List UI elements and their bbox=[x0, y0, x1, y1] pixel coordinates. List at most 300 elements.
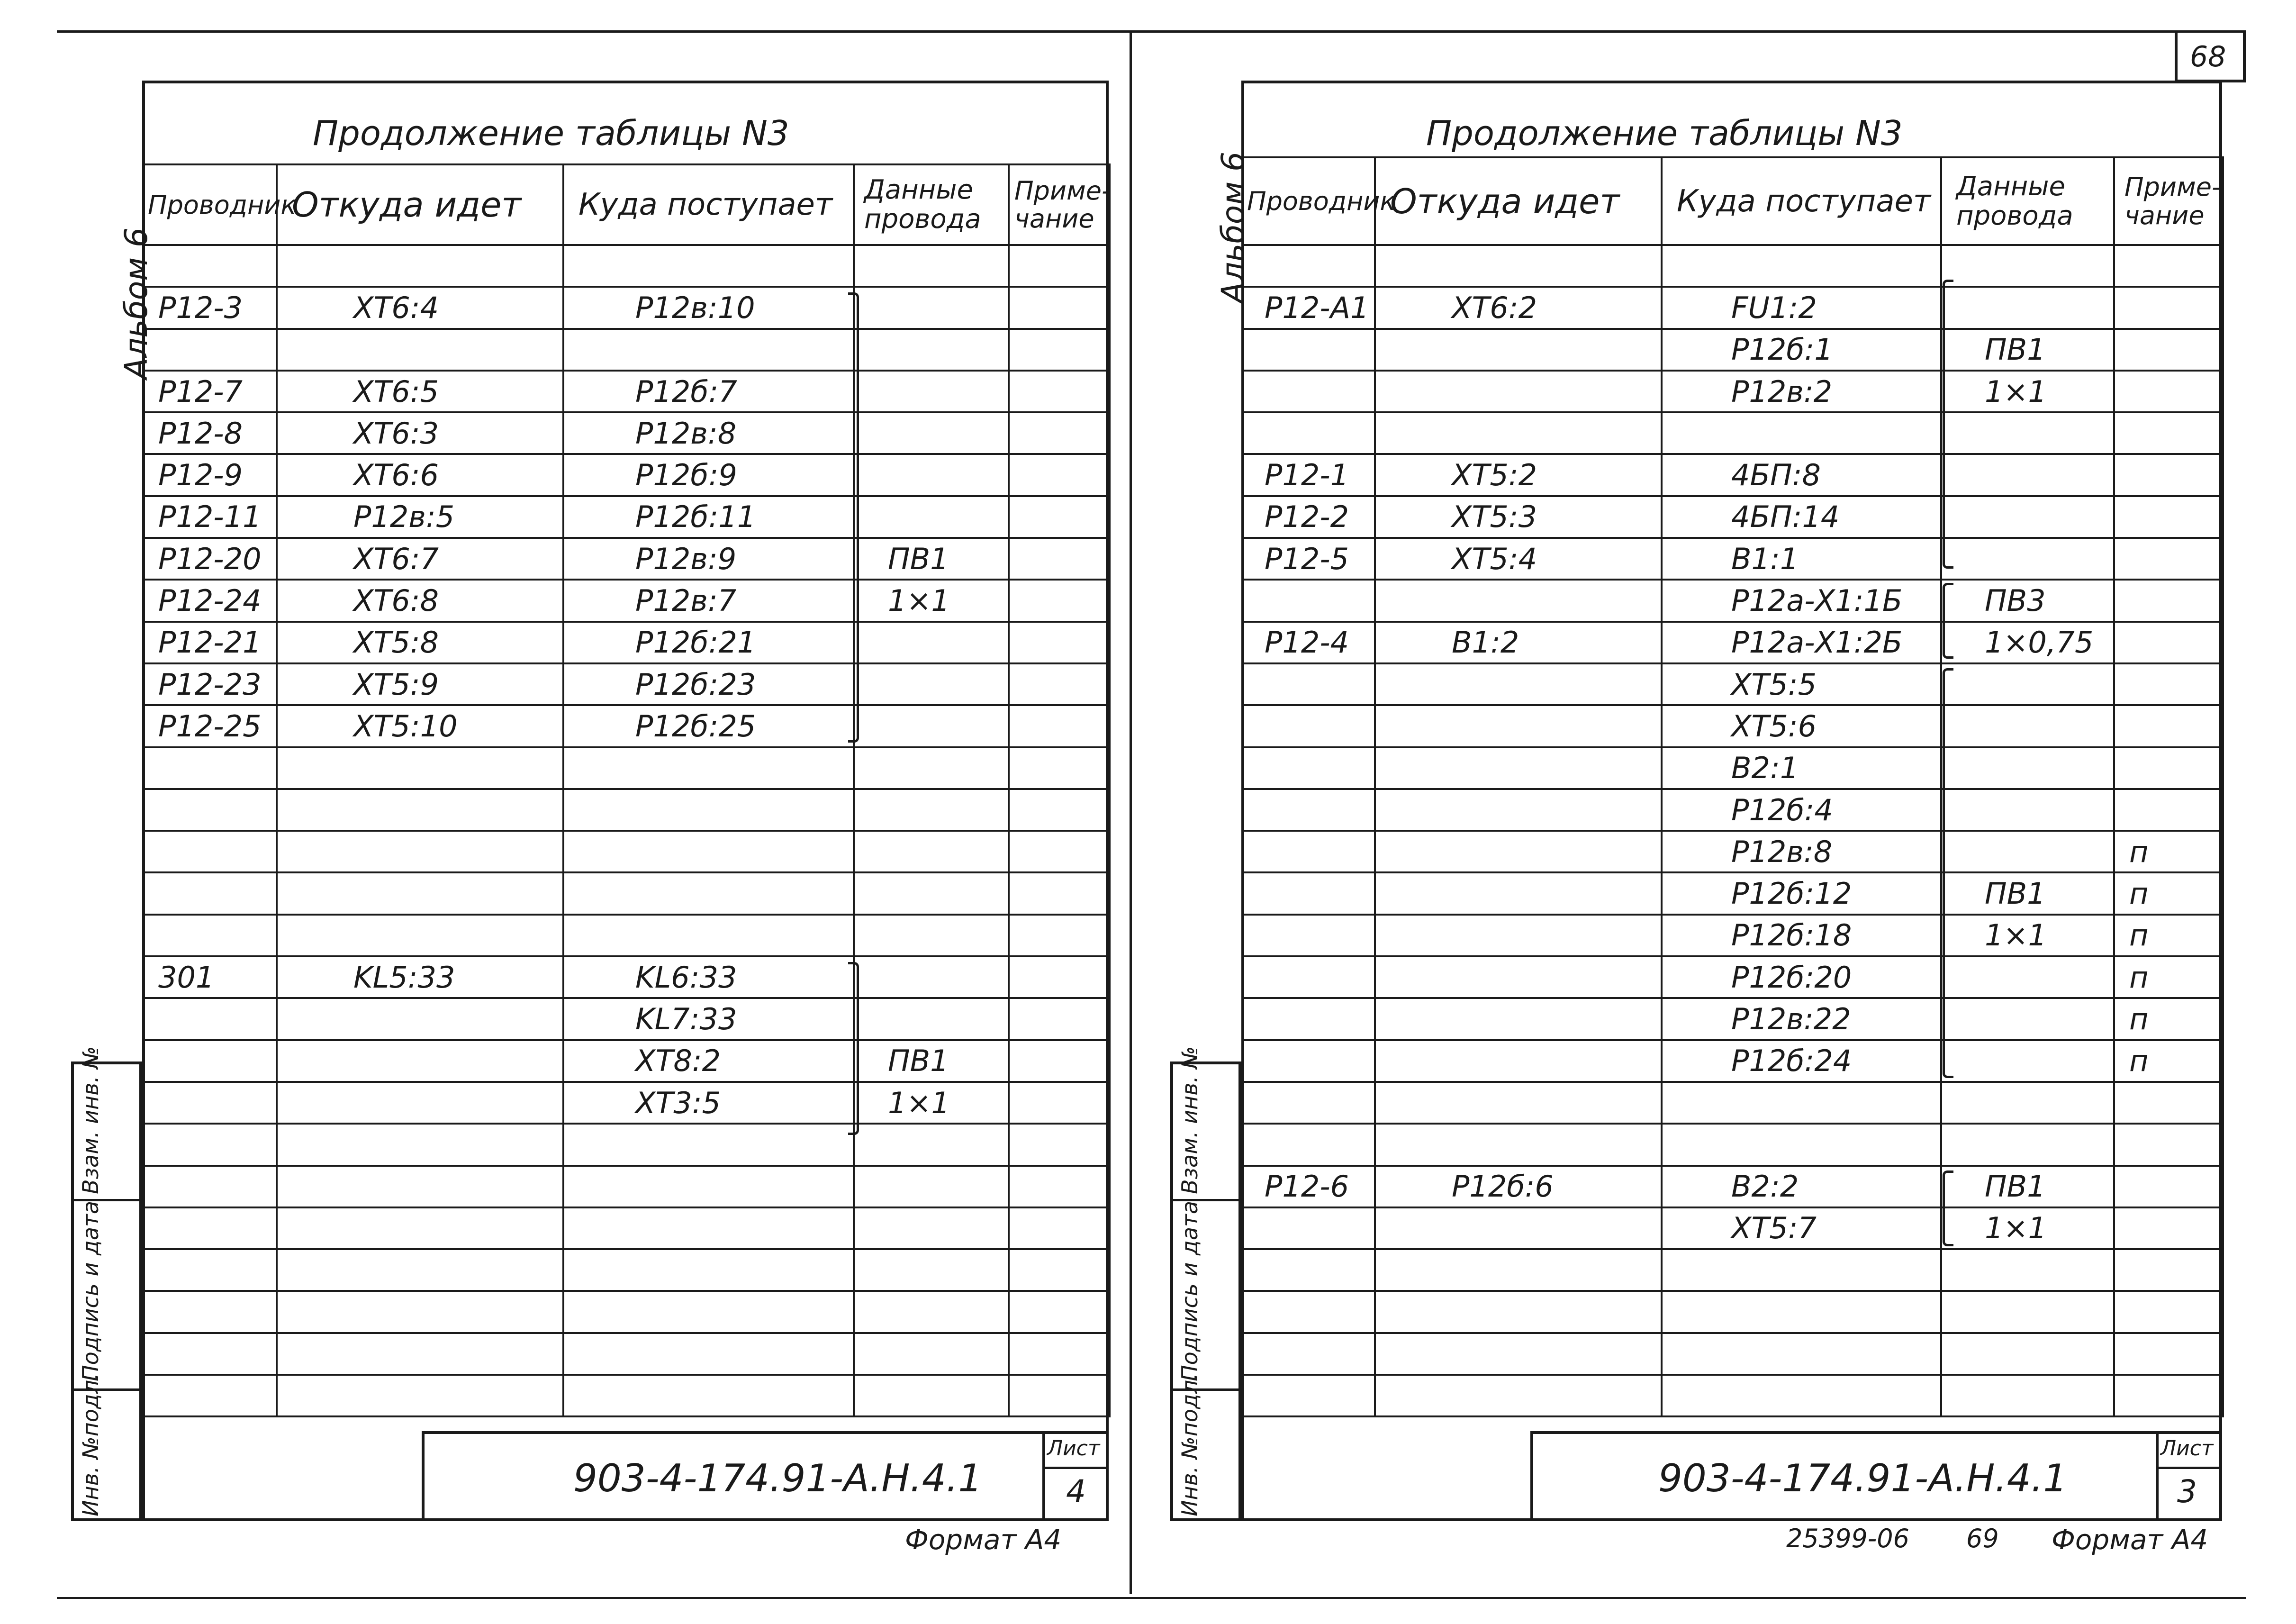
cell-from bbox=[1375, 998, 1662, 1040]
page-number: 68 bbox=[2190, 40, 2226, 73]
table-row bbox=[143, 1375, 1110, 1416]
cell-wire-data: 1×1 bbox=[1941, 371, 2114, 412]
cell-to: XT5:6 bbox=[1662, 705, 1941, 747]
cell-wire-data bbox=[1941, 831, 2114, 872]
header-note: Приме-чание bbox=[1009, 164, 1110, 245]
cell-from bbox=[1375, 789, 1662, 831]
cell-wire-data bbox=[854, 831, 1009, 872]
cell-conductor bbox=[1242, 245, 1375, 287]
cell-from bbox=[1375, 1333, 1662, 1375]
table-row bbox=[1242, 1291, 2223, 1333]
header-from: Откуда идет bbox=[1375, 157, 1662, 245]
right-sheet-title: Продолжение таблицы N3 bbox=[1426, 113, 1903, 153]
table-row bbox=[1242, 831, 2223, 872]
left-sheet-number: 4 bbox=[1066, 1473, 1086, 1510]
cell-conductor bbox=[143, 1291, 277, 1333]
cell-to: 4БП:8 bbox=[1662, 454, 1941, 496]
cell-wire-data bbox=[854, 1166, 1009, 1207]
cell-wire-data bbox=[854, 998, 1009, 1040]
cell-note bbox=[2114, 1166, 2223, 1207]
cell-from bbox=[277, 245, 563, 287]
cell-to bbox=[1662, 1082, 1941, 1124]
cell-from bbox=[277, 1333, 563, 1375]
cell-to: P12в:22 bbox=[1662, 998, 1941, 1040]
cell-wire-data bbox=[854, 789, 1009, 831]
cell-to: P12в:2 bbox=[1662, 371, 1941, 412]
cell-to: P12б:25 bbox=[563, 705, 854, 747]
cell-to bbox=[563, 1333, 854, 1375]
cell-note bbox=[1009, 496, 1110, 538]
cell-wire-data bbox=[1941, 1040, 2114, 1082]
cell-from bbox=[277, 329, 563, 371]
center-divider bbox=[1130, 30, 1132, 1594]
cell-from bbox=[277, 1375, 563, 1416]
right-side-label: Альбом 6 bbox=[1215, 151, 1251, 303]
table-row bbox=[143, 622, 1110, 663]
header-wire-data: Данные провода bbox=[1941, 157, 2114, 245]
cell-from: XT6:3 bbox=[277, 412, 563, 454]
cell-to: P12в:10 bbox=[563, 287, 854, 328]
cell-note bbox=[2114, 747, 2223, 789]
header-wire-data: Данные провода bbox=[854, 164, 1009, 245]
cell-wire-data bbox=[1941, 747, 2114, 789]
table-row bbox=[143, 705, 1110, 747]
cell-wire-data bbox=[1941, 412, 2114, 454]
cell-wire-data: 1×0,75 bbox=[1941, 622, 2114, 663]
cell-wire-data bbox=[1941, 287, 2114, 328]
cell-conductor bbox=[143, 831, 277, 872]
cell-wire-data bbox=[1941, 1333, 2114, 1375]
table-row bbox=[143, 1124, 1110, 1165]
cell-to: P12б:24 bbox=[1662, 1040, 1941, 1082]
cell-wire-data: 1×1 bbox=[1941, 1207, 2114, 1249]
cell-wire-data: ПВ1 bbox=[854, 538, 1009, 580]
cell-note bbox=[2114, 329, 2223, 371]
cell-conductor bbox=[143, 1124, 277, 1165]
cell-from: XT6:2 bbox=[1375, 287, 1662, 328]
right-footer-code: 25399-06 bbox=[1786, 1524, 1909, 1553]
cell-conductor bbox=[143, 1082, 277, 1124]
header-note: Приме-чание bbox=[2114, 157, 2223, 245]
cell-note bbox=[1009, 1166, 1110, 1207]
cell-to bbox=[563, 1291, 854, 1333]
cell-note bbox=[1009, 329, 1110, 371]
cell-note bbox=[1009, 412, 1110, 454]
cell-from bbox=[1375, 1082, 1662, 1124]
cell-conductor: P12-23 bbox=[143, 663, 277, 705]
cell-wire-data bbox=[854, 915, 1009, 956]
cell-note bbox=[1009, 1291, 1110, 1333]
cell-note bbox=[1009, 998, 1110, 1040]
cell-wire-data bbox=[854, 454, 1009, 496]
cell-wire-data bbox=[1941, 245, 2114, 287]
cell-from: XT5:8 bbox=[277, 622, 563, 663]
cell-note bbox=[1009, 454, 1110, 496]
table-row bbox=[143, 1249, 1110, 1291]
cell-to: P12в:8 bbox=[1662, 831, 1941, 872]
cell-wire-data bbox=[1941, 538, 2114, 580]
left-sheet-label: Лист bbox=[1047, 1436, 1100, 1461]
cell-conductor: P12-20 bbox=[143, 538, 277, 580]
cell-note bbox=[2114, 496, 2223, 538]
cell-conductor: P12-11 bbox=[143, 496, 277, 538]
cell-from bbox=[277, 872, 563, 914]
cell-conductor bbox=[1242, 915, 1375, 956]
right-format: Формат А4 bbox=[2052, 1524, 2208, 1556]
table-row bbox=[143, 1082, 1110, 1124]
right-stamp-code: 903-4-174.91-А.Н.4.1 bbox=[1658, 1456, 2068, 1500]
cell-to: P12б:21 bbox=[563, 622, 854, 663]
cell-conductor bbox=[1242, 747, 1375, 789]
cell-wire-data bbox=[1941, 663, 2114, 705]
header-to: Куда поступает bbox=[563, 164, 854, 245]
cell-from bbox=[1375, 329, 1662, 371]
table-row bbox=[143, 1207, 1110, 1249]
cell-from: P12в:5 bbox=[277, 496, 563, 538]
cell-conductor: P12-4 bbox=[1242, 622, 1375, 663]
cell-conductor: P12-1 bbox=[1242, 454, 1375, 496]
table-row bbox=[143, 998, 1110, 1040]
cell-from: XT5:2 bbox=[1375, 454, 1662, 496]
cell-to bbox=[1662, 412, 1941, 454]
cell-conductor bbox=[1242, 1375, 1375, 1416]
cell-wire-data bbox=[854, 287, 1009, 328]
cell-wire-data bbox=[1941, 1375, 2114, 1416]
cell-from: XT6:6 bbox=[277, 454, 563, 496]
cell-to: P12б:20 bbox=[1662, 956, 1941, 998]
table-row bbox=[1242, 412, 2223, 454]
cell-to: P12б:23 bbox=[563, 663, 854, 705]
cell-wire-data: ПВ1 bbox=[1941, 329, 2114, 371]
cell-to: XT8:2 bbox=[563, 1040, 854, 1082]
cell-wire-data bbox=[854, 412, 1009, 454]
left-margin-label-inv: Инв. №подл. bbox=[78, 1373, 103, 1516]
cell-note bbox=[2114, 538, 2223, 580]
cell-conductor: P12-8 bbox=[143, 412, 277, 454]
cell-to bbox=[1662, 245, 1941, 287]
right-margin-label-inv: Инв. №подл. bbox=[1177, 1373, 1202, 1516]
cell-wire-data bbox=[854, 747, 1009, 789]
cell-from: B1:2 bbox=[1375, 622, 1662, 663]
cell-from bbox=[277, 1249, 563, 1291]
right-connection-table bbox=[1241, 156, 2224, 1417]
cell-conductor bbox=[143, 998, 277, 1040]
table-row bbox=[143, 287, 1110, 328]
cell-wire-data bbox=[854, 1291, 1009, 1333]
cell-from bbox=[1375, 1207, 1662, 1249]
right-margin-label-sign: Подпись и дата bbox=[1177, 1200, 1202, 1381]
cell-to: XT5:7 bbox=[1662, 1207, 1941, 1249]
right-brace-2 bbox=[1943, 583, 1953, 659]
table-row bbox=[1242, 1040, 2223, 1082]
cell-to bbox=[563, 245, 854, 287]
cell-conductor: P12-А1 bbox=[1242, 287, 1375, 328]
cell-to: 4БП:14 bbox=[1662, 496, 1941, 538]
cell-note bbox=[2114, 622, 2223, 663]
cell-wire-data: 1×1 bbox=[854, 580, 1009, 621]
table-row bbox=[1242, 789, 2223, 831]
cell-wire-data bbox=[1941, 1124, 2114, 1165]
table-row bbox=[143, 1333, 1110, 1375]
cell-note bbox=[2114, 705, 2223, 747]
cell-to: P12б:1 bbox=[1662, 329, 1941, 371]
cell-to: B2:2 bbox=[1662, 1166, 1941, 1207]
cell-note bbox=[1009, 705, 1110, 747]
cell-conductor bbox=[1242, 580, 1375, 621]
cell-to: B1:1 bbox=[1662, 538, 1941, 580]
cell-note bbox=[1009, 1040, 1110, 1082]
table-row bbox=[1242, 956, 2223, 998]
cell-to bbox=[1662, 1375, 1941, 1416]
table-row bbox=[143, 1166, 1110, 1207]
cell-note bbox=[2114, 371, 2223, 412]
cell-conductor bbox=[1242, 705, 1375, 747]
cell-wire-data bbox=[854, 956, 1009, 998]
cell-conductor bbox=[143, 915, 277, 956]
cell-note bbox=[1009, 789, 1110, 831]
cell-to bbox=[563, 329, 854, 371]
cell-to bbox=[563, 1375, 854, 1416]
cell-note bbox=[2114, 1207, 2223, 1249]
header-conductor: Проводник bbox=[143, 164, 277, 245]
cell-conductor bbox=[143, 245, 277, 287]
left-stamp-code: 903-4-174.91-А.Н.4.1 bbox=[573, 1456, 983, 1500]
cell-conductor bbox=[1242, 1291, 1375, 1333]
cell-note bbox=[2114, 412, 2223, 454]
cell-from bbox=[1375, 1124, 1662, 1165]
cell-note bbox=[2114, 1082, 2223, 1124]
right-sheet-label: Лист bbox=[2160, 1436, 2214, 1461]
cell-conductor bbox=[1242, 956, 1375, 998]
cell-conductor bbox=[143, 1207, 277, 1249]
table-row bbox=[1242, 705, 2223, 747]
cell-conductor bbox=[143, 1166, 277, 1207]
cell-conductor bbox=[1242, 329, 1375, 371]
table-row bbox=[143, 956, 1110, 998]
right-margin-label-vzam: Взам. инв. № bbox=[1177, 1046, 1202, 1194]
cell-conductor bbox=[143, 329, 277, 371]
cell-note bbox=[1009, 1082, 1110, 1124]
cell-from bbox=[277, 998, 563, 1040]
cell-to bbox=[1662, 1291, 1941, 1333]
header-from: Откуда идет bbox=[277, 164, 563, 245]
cell-from bbox=[1375, 872, 1662, 914]
cell-from bbox=[277, 789, 563, 831]
cell-note bbox=[1009, 747, 1110, 789]
cell-conductor bbox=[1242, 1082, 1375, 1124]
cell-to bbox=[563, 1124, 854, 1165]
cell-wire-data bbox=[1941, 998, 2114, 1040]
left-connection-table bbox=[142, 163, 1111, 1417]
cell-from bbox=[1375, 580, 1662, 621]
cell-to bbox=[563, 1207, 854, 1249]
cell-conductor bbox=[1242, 872, 1375, 914]
cell-note bbox=[1009, 1207, 1110, 1249]
cell-conductor bbox=[1242, 1207, 1375, 1249]
cell-to bbox=[1662, 1124, 1941, 1165]
cell-to bbox=[563, 1249, 854, 1291]
table-row bbox=[143, 245, 1110, 287]
cell-note bbox=[2114, 1291, 2223, 1333]
cell-conductor: P12-7 bbox=[143, 371, 277, 412]
table-row bbox=[1242, 496, 2223, 538]
cell-from bbox=[1375, 1040, 1662, 1082]
table-row bbox=[1242, 998, 2223, 1040]
cell-note bbox=[2114, 580, 2223, 621]
cell-from bbox=[277, 1082, 563, 1124]
cell-note bbox=[2114, 454, 2223, 496]
table-row bbox=[1242, 1207, 2223, 1249]
cell-from bbox=[277, 1207, 563, 1249]
right-footer-page: 69 bbox=[1966, 1524, 1999, 1553]
cell-wire-data bbox=[1941, 789, 2114, 831]
table-row bbox=[1242, 622, 2223, 663]
cell-conductor: P12-3 bbox=[143, 287, 277, 328]
cell-conductor: P12-21 bbox=[143, 622, 277, 663]
right-brace-3 bbox=[1943, 668, 1953, 1078]
cell-note: п bbox=[2114, 831, 2223, 872]
right-sheet-box-div bbox=[2156, 1467, 2222, 1469]
table-row bbox=[143, 412, 1110, 454]
table-row bbox=[1242, 245, 2223, 287]
cell-from bbox=[277, 1291, 563, 1333]
cell-note bbox=[1009, 371, 1110, 412]
cell-to: KL7:33 bbox=[563, 998, 854, 1040]
cell-to: P12в:7 bbox=[563, 580, 854, 621]
cell-note bbox=[1009, 872, 1110, 914]
left-sheet-title: Продолжение таблицы N3 bbox=[313, 113, 789, 153]
cell-to: P12б:9 bbox=[563, 454, 854, 496]
cell-conductor: P12-24 bbox=[143, 580, 277, 621]
cell-wire-data bbox=[1941, 1082, 2114, 1124]
cell-note: п bbox=[2114, 872, 2223, 914]
cell-conductor bbox=[1242, 1249, 1375, 1291]
left-margin-label-vzam: Взам. инв. № bbox=[78, 1046, 103, 1194]
table-row bbox=[1242, 915, 2223, 956]
cell-from: XT5:3 bbox=[1375, 496, 1662, 538]
cell-note bbox=[2114, 1249, 2223, 1291]
left-margin-label-sign: Подпись и дата bbox=[78, 1200, 103, 1381]
cell-conductor bbox=[1242, 371, 1375, 412]
cell-note bbox=[2114, 663, 2223, 705]
right-brace-1 bbox=[1943, 280, 1953, 569]
cell-wire-data bbox=[854, 329, 1009, 371]
cell-conductor: P12-25 bbox=[143, 705, 277, 747]
cell-wire-data: ПВ1 bbox=[1941, 872, 2114, 914]
cell-from bbox=[1375, 412, 1662, 454]
cell-conductor bbox=[143, 1040, 277, 1082]
cell-from bbox=[1375, 1375, 1662, 1416]
cell-conductor bbox=[143, 789, 277, 831]
left-brace-1 bbox=[848, 292, 859, 743]
cell-conductor: 301 bbox=[143, 956, 277, 998]
cell-conductor: P12-5 bbox=[1242, 538, 1375, 580]
cell-wire-data bbox=[854, 1375, 1009, 1416]
cell-wire-data bbox=[854, 371, 1009, 412]
cell-wire-data bbox=[854, 1333, 1009, 1375]
cell-to bbox=[563, 747, 854, 789]
cell-from: XT5:4 bbox=[1375, 538, 1662, 580]
cell-from bbox=[1375, 705, 1662, 747]
cell-conductor bbox=[143, 872, 277, 914]
table-row bbox=[1242, 663, 2223, 705]
table-row bbox=[143, 915, 1110, 956]
cell-note bbox=[2114, 1124, 2223, 1165]
cell-to: XT5:5 bbox=[1662, 663, 1941, 705]
cell-from: P12б:6 bbox=[1375, 1166, 1662, 1207]
cell-to: P12б:18 bbox=[1662, 915, 1941, 956]
cell-conductor bbox=[1242, 998, 1375, 1040]
table-row bbox=[1242, 287, 2223, 328]
cell-to: P12б:11 bbox=[563, 496, 854, 538]
table-row bbox=[1242, 872, 2223, 914]
table-row bbox=[1242, 371, 2223, 412]
cell-from: XT6:4 bbox=[277, 287, 563, 328]
cell-note bbox=[2114, 1375, 2223, 1416]
right-sheet-number: 3 bbox=[2177, 1473, 2197, 1510]
cell-wire-data: 1×1 bbox=[854, 1082, 1009, 1124]
right-brace-4 bbox=[1943, 1170, 1953, 1246]
cell-conductor bbox=[143, 1375, 277, 1416]
cell-wire-data: 1×1 bbox=[1941, 915, 2114, 956]
table-row bbox=[143, 1040, 1110, 1082]
cell-note: п bbox=[2114, 956, 2223, 998]
bottom-rule bbox=[57, 1597, 2246, 1599]
cell-conductor: P12-9 bbox=[143, 454, 277, 496]
header-to: Куда поступает bbox=[1662, 157, 1941, 245]
table-row bbox=[1242, 1333, 2223, 1375]
table-row bbox=[1242, 1375, 2223, 1416]
cell-note: п bbox=[2114, 998, 2223, 1040]
cell-note bbox=[2114, 1333, 2223, 1375]
cell-conductor: P12-2 bbox=[1242, 496, 1375, 538]
cell-from bbox=[1375, 747, 1662, 789]
cell-note bbox=[1009, 1124, 1110, 1165]
cell-note bbox=[1009, 915, 1110, 956]
table-row bbox=[143, 538, 1110, 580]
table-row bbox=[1242, 747, 2223, 789]
cell-conductor bbox=[1242, 1333, 1375, 1375]
cell-from bbox=[1375, 245, 1662, 287]
cell-from: XT6:5 bbox=[277, 371, 563, 412]
cell-wire-data bbox=[1941, 705, 2114, 747]
table-row bbox=[1242, 580, 2223, 621]
table-row bbox=[143, 371, 1110, 412]
left-brace-2 bbox=[848, 962, 859, 1135]
table-row bbox=[143, 496, 1110, 538]
top-rule bbox=[57, 30, 2246, 33]
cell-wire-data bbox=[854, 245, 1009, 287]
table-row bbox=[1242, 454, 2223, 496]
cell-note bbox=[1009, 1249, 1110, 1291]
left-side-label: Альбом 6 bbox=[118, 227, 154, 379]
cell-conductor bbox=[143, 1249, 277, 1291]
table-row bbox=[143, 580, 1110, 621]
cell-conductor bbox=[1242, 831, 1375, 872]
table-row bbox=[143, 747, 1110, 789]
cell-from bbox=[277, 747, 563, 789]
cell-note bbox=[2114, 789, 2223, 831]
cell-note bbox=[2114, 245, 2223, 287]
cell-from bbox=[277, 1166, 563, 1207]
table-row bbox=[1242, 329, 2223, 371]
cell-note bbox=[1009, 1333, 1110, 1375]
cell-conductor bbox=[143, 1333, 277, 1375]
cell-wire-data bbox=[1941, 1249, 2114, 1291]
table-row bbox=[143, 831, 1110, 872]
cell-wire-data bbox=[854, 622, 1009, 663]
cell-note bbox=[1009, 1375, 1110, 1416]
